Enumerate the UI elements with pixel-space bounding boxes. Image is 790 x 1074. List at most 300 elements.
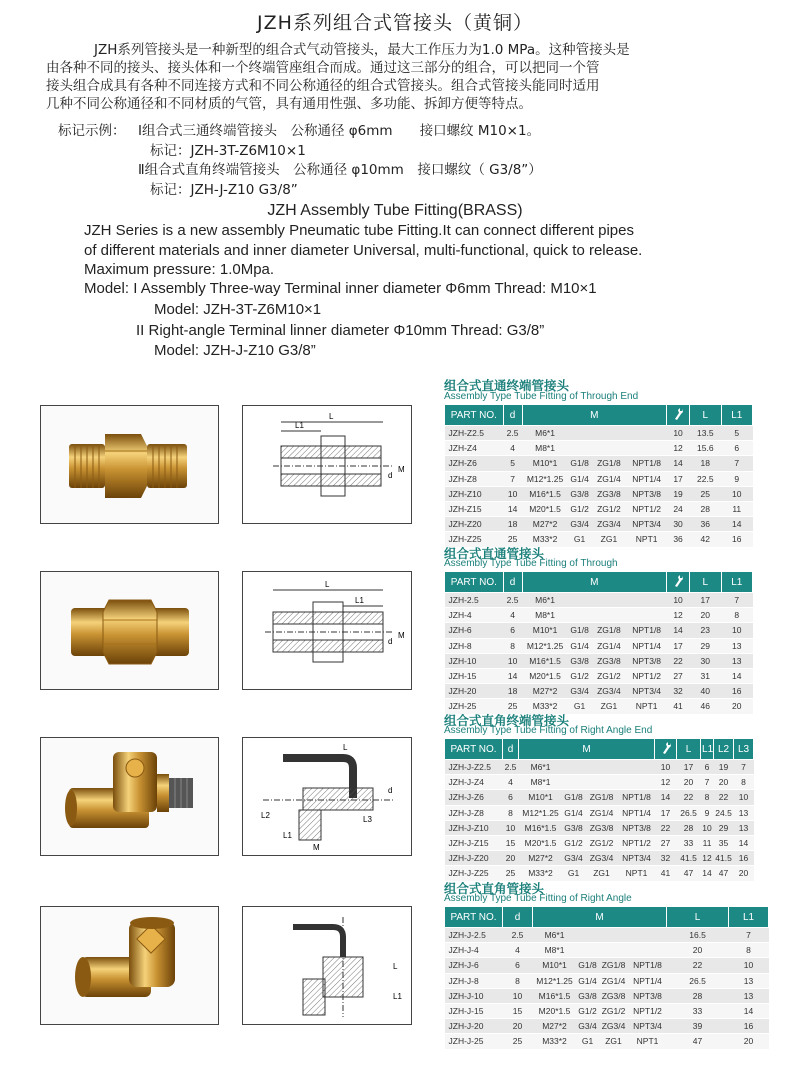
wrench-icon xyxy=(667,405,690,426)
table-cell: M27*2 xyxy=(519,851,563,866)
table-cell: M27*2 xyxy=(533,1019,577,1034)
table-cell: ZG3/4 xyxy=(585,851,619,866)
table-cell: ZG1/4 xyxy=(599,973,629,988)
table-row xyxy=(445,775,754,790)
table-cell: ZG1/2 xyxy=(599,1003,629,1018)
table-cell: 11 xyxy=(701,835,714,850)
table-cell: 30 xyxy=(690,653,721,668)
table-cell: 20 xyxy=(690,608,721,623)
table-cell: ZG3/4 xyxy=(591,517,627,532)
table-cell: 8 xyxy=(503,973,533,988)
table-row xyxy=(445,973,769,988)
right-angle-end-fitting-image xyxy=(41,738,218,855)
table-cell: G1/8 xyxy=(568,456,591,471)
table-row xyxy=(445,653,753,668)
table-cell: 13 xyxy=(721,638,753,653)
table-cell: G1 xyxy=(577,1034,599,1049)
table-cell: 10 xyxy=(729,958,769,973)
table-cell: ZG1 xyxy=(585,866,619,881)
table-cell: 8 xyxy=(503,805,519,820)
table-row xyxy=(445,426,753,441)
table-cell: G1/8 xyxy=(577,958,599,973)
table-cell: NPT1/2 xyxy=(627,501,667,516)
table-cell: NPT1/4 xyxy=(627,638,667,653)
table-cell xyxy=(585,775,619,790)
table-cell: 17 xyxy=(667,638,690,653)
section-title-en: Assembly Type Tube Fitting of Through End xyxy=(444,391,639,402)
table-cell: 9 xyxy=(721,471,753,486)
en-line: Model: JZH-J-Z10 G3/8” xyxy=(154,342,316,359)
table-cell: NPT3/4 xyxy=(629,1019,667,1034)
table-cell: 20 xyxy=(734,866,754,881)
table-cell: 13 xyxy=(721,653,753,668)
section-title-cn: 组合式直通终端管接头 xyxy=(444,378,570,393)
table-cell: 17 xyxy=(655,805,677,820)
table-cell xyxy=(599,928,629,943)
table-cell: 33 xyxy=(677,835,701,850)
table-cell: 17 xyxy=(667,471,690,486)
table-cell xyxy=(591,426,627,441)
table-cell: 29 xyxy=(690,638,721,653)
table-cell: 6 xyxy=(503,958,533,973)
part-number-cell: JZH-25 xyxy=(445,699,504,714)
table-cell xyxy=(627,593,667,608)
part-number-cell: JZH-Z20 xyxy=(445,517,504,532)
table-cell: M12*1.25 xyxy=(533,973,577,988)
table-cell: 20 xyxy=(714,775,734,790)
table-cell: NPT3/4 xyxy=(619,851,655,866)
table-cell: NPT1/4 xyxy=(627,471,667,486)
table-cell: G3/8 xyxy=(577,988,599,1003)
table-cell: 41.5 xyxy=(714,851,734,866)
table-cell: 13.5 xyxy=(690,426,721,441)
part-number-cell: JZH-8 xyxy=(445,638,504,653)
part-number-cell: JZH-J-15 xyxy=(445,1003,503,1018)
table-cell: 20 xyxy=(677,775,701,790)
table-cell: 18 xyxy=(503,684,522,699)
dim-label: L xyxy=(393,962,398,971)
dim-label: L xyxy=(325,580,330,589)
table-row xyxy=(445,820,754,835)
part-number-cell: JZH-J-Z6 xyxy=(445,790,503,805)
table-cell: 10 xyxy=(503,820,519,835)
table-cell: M16*1.5 xyxy=(522,653,568,668)
table-cell xyxy=(568,593,591,608)
table-row xyxy=(445,928,769,943)
table-cell xyxy=(577,928,599,943)
table-cell: M12*1.25 xyxy=(522,638,568,653)
table-cell: 47 xyxy=(714,866,734,881)
page-title: JZH系列组合式管接头（黄铜） xyxy=(257,12,533,34)
table-cell: 7 xyxy=(721,456,753,471)
table-cell: NPT1 xyxy=(619,866,655,881)
table-cell: 18 xyxy=(503,517,522,532)
table-cell: 20 xyxy=(503,1019,533,1034)
table-cell: 20 xyxy=(721,699,753,714)
table-row xyxy=(445,1034,769,1049)
table-cell: NPT1/4 xyxy=(619,805,655,820)
cn-paragraph-line: JZH系列管接头是一种新型的组合式气动管接头，最大工作压力为1.0 MPa。这种管接头是 xyxy=(94,42,630,58)
table-row xyxy=(445,988,769,1003)
part-number-cell: JZH-15 xyxy=(445,668,504,683)
table-cell: 28 xyxy=(667,988,729,1003)
section-title-en: Assembly Type Tube Fitting of Right Angle xyxy=(444,893,632,904)
table-cell: G1/8 xyxy=(568,623,591,638)
table-row xyxy=(445,684,753,699)
table-cell xyxy=(627,608,667,623)
table-cell xyxy=(577,943,599,958)
table-cell: 17 xyxy=(690,593,721,608)
table-cell: G3/4 xyxy=(577,1019,599,1034)
table-cell: NPT3/8 xyxy=(629,988,667,1003)
table-cell: G1/2 xyxy=(563,835,585,850)
table-header: PART NO. xyxy=(445,572,504,593)
table-cell: NPT3/8 xyxy=(619,820,655,835)
table-cell: 10 xyxy=(503,486,522,501)
table-cell: 10 xyxy=(667,426,690,441)
part-number-cell: JZH-J-25 xyxy=(445,1034,503,1049)
table-cell: 14 xyxy=(701,866,714,881)
table-cell: 31 xyxy=(690,668,721,683)
table-cell xyxy=(563,775,585,790)
part-number-cell: JZH-Z10 xyxy=(445,486,504,501)
part-number-cell: JZH-Z15 xyxy=(445,501,504,516)
table-cell: 6 xyxy=(721,441,753,456)
table-cell: G1/4 xyxy=(568,471,591,486)
cn-example-label: 标记示例： xyxy=(58,123,126,139)
dim-label: L xyxy=(329,412,334,421)
table-cell xyxy=(563,760,585,775)
part-number-cell: JZH-Z6 xyxy=(445,456,504,471)
table-cell: ZG1/4 xyxy=(591,471,627,486)
table-cell: 36 xyxy=(667,532,690,547)
table-cell: G3/8 xyxy=(563,820,585,835)
table-cell: 8 xyxy=(734,775,754,790)
table-cell: ZG1/2 xyxy=(591,668,627,683)
table-header: M xyxy=(533,907,667,928)
table-cell: 26.5 xyxy=(667,973,729,988)
en-line: Model: I Assembly Three-way Terminal inner diameter Φ6mm Thread: M10×1 xyxy=(84,280,597,297)
table-cell: 25 xyxy=(503,699,522,714)
table-row xyxy=(445,638,753,653)
spec-table-right-angle-end xyxy=(444,738,754,882)
dim-label: L1 xyxy=(355,596,364,605)
table-cell: 41.5 xyxy=(677,851,701,866)
table-cell: ZG3/8 xyxy=(599,988,629,1003)
table-cell: 25 xyxy=(503,1034,533,1049)
table-cell: ZG1/8 xyxy=(585,790,619,805)
table-cell: 28 xyxy=(690,501,721,516)
table-cell: 14 xyxy=(667,456,690,471)
dim-label: L1 xyxy=(283,831,292,840)
table-cell: ZG3/4 xyxy=(591,684,627,699)
en-title: JZH Assembly Tube Fitting(BRASS) xyxy=(267,202,523,219)
table-cell: M33*2 xyxy=(533,1034,577,1049)
table-header: PART NO. xyxy=(445,739,503,760)
table-cell: 7 xyxy=(503,471,522,486)
table-cell: M33*2 xyxy=(519,866,563,881)
table-cell: M27*2 xyxy=(522,517,568,532)
table-row xyxy=(445,790,754,805)
table-cell: ZG1/2 xyxy=(585,835,619,850)
table-row xyxy=(445,608,753,623)
table-row xyxy=(445,805,754,820)
product-photo-right-angle xyxy=(40,906,219,1025)
cn-paragraph-line: 接头组合成具有各种不同连接方式和不同公称通径的组合式管接头。组合式管接头能同时适用 xyxy=(46,78,600,94)
table-cell: 10 xyxy=(721,486,753,501)
table-cell: 16 xyxy=(721,532,753,547)
table-cell: 13 xyxy=(734,805,754,820)
table-cell: NPT3/8 xyxy=(627,653,667,668)
table-cell: 12 xyxy=(655,775,677,790)
table-cell: 20 xyxy=(729,1034,769,1049)
table-row xyxy=(445,486,753,501)
table-cell: 26.5 xyxy=(677,805,701,820)
table-header: L xyxy=(690,405,721,426)
table-cell: NPT1/8 xyxy=(629,958,667,973)
table-row xyxy=(445,851,754,866)
table-cell: NPT1 xyxy=(627,532,667,547)
table-cell: ZG3/8 xyxy=(591,486,627,501)
en-line: of different materials and inner diameter Universal, multi-functional, quick to release. xyxy=(84,242,643,259)
table-cell: 19 xyxy=(714,760,734,775)
table-row xyxy=(445,1003,769,1018)
table-cell: 15.6 xyxy=(690,441,721,456)
part-number-cell: JZH-J-Z15 xyxy=(445,835,503,850)
table-cell: ZG1/8 xyxy=(591,623,627,638)
technical-drawing-right-angle xyxy=(242,906,412,1025)
table-row xyxy=(445,593,753,608)
part-number-cell: JZH-J-4 xyxy=(445,943,503,958)
table-cell: M12*1.25 xyxy=(522,471,568,486)
table-cell: 20 xyxy=(503,851,519,866)
table-cell xyxy=(599,943,629,958)
table-row xyxy=(445,471,753,486)
table-header: d xyxy=(503,907,533,928)
table-cell: NPT3/4 xyxy=(627,517,667,532)
table-row xyxy=(445,943,769,958)
table-cell: 27 xyxy=(667,668,690,683)
table-cell: 6 xyxy=(503,790,519,805)
table-cell: 16 xyxy=(734,851,754,866)
table-cell: NPT3/4 xyxy=(627,684,667,699)
wrench-icon xyxy=(667,572,690,593)
table-cell: M20*1.5 xyxy=(522,501,568,516)
table-header: L xyxy=(690,572,721,593)
part-number-cell: JZH-J-Z4 xyxy=(445,775,503,790)
table-cell: M12*1.25 xyxy=(519,805,563,820)
table-header: d xyxy=(503,572,522,593)
table-cell: 17 xyxy=(677,760,701,775)
table-cell: 42 xyxy=(690,532,721,547)
table-cell: 18 xyxy=(690,456,721,471)
table-cell: 4 xyxy=(503,441,522,456)
table-cell: 2.5 xyxy=(503,426,522,441)
table-cell: M6*1 xyxy=(533,928,577,943)
table-cell: 13 xyxy=(729,973,769,988)
table-cell: 14 xyxy=(503,668,522,683)
dim-label: d xyxy=(388,471,393,480)
part-number-cell: JZH-J-Z8 xyxy=(445,805,503,820)
table-header: L1 xyxy=(721,572,753,593)
table-cell: M8*1 xyxy=(522,608,568,623)
wrench-icon xyxy=(655,739,677,760)
table-cell: 22 xyxy=(655,820,677,835)
table-row xyxy=(445,760,754,775)
table-row xyxy=(445,456,753,471)
table-cell: G1/4 xyxy=(568,638,591,653)
table-header: L xyxy=(667,907,729,928)
table-cell: G1/8 xyxy=(563,790,585,805)
table-cell: 14 xyxy=(729,1003,769,1018)
technical-drawing-right-angle-end xyxy=(242,737,412,856)
table-cell: NPT1/2 xyxy=(627,668,667,683)
table-header: L xyxy=(677,739,701,760)
table-row xyxy=(445,623,753,638)
table-header: d xyxy=(503,739,519,760)
table-cell: NPT1/4 xyxy=(629,973,667,988)
table-cell: 41 xyxy=(667,699,690,714)
table-cell xyxy=(627,426,667,441)
table-cell: ZG1 xyxy=(591,699,627,714)
cn-example-mark: 标记：JZH-3T-Z6M10×1 xyxy=(150,143,306,159)
table-cell: ZG1/8 xyxy=(591,456,627,471)
table-cell: G1 xyxy=(568,699,591,714)
table-cell: G3/4 xyxy=(568,517,591,532)
section-title-en: Assembly Type Tube Fitting of Right Angle End xyxy=(444,725,653,736)
table-row xyxy=(445,1019,769,1034)
table-cell: 2.5 xyxy=(503,760,519,775)
product-photo-right-angle-end xyxy=(40,737,219,856)
table-header: L2 xyxy=(714,739,734,760)
table-cell: 15 xyxy=(503,1003,533,1018)
table-cell xyxy=(585,760,619,775)
table-cell: NPT1/8 xyxy=(627,623,667,638)
table-header: M xyxy=(522,405,667,426)
table-cell: 8 xyxy=(729,943,769,958)
table-cell: 35 xyxy=(714,835,734,850)
spec-table-through xyxy=(444,571,753,715)
table-cell: 22.5 xyxy=(690,471,721,486)
table-cell: 14 xyxy=(667,623,690,638)
table-cell: 13 xyxy=(734,820,754,835)
table-cell: 5 xyxy=(503,456,522,471)
table-cell: 25 xyxy=(503,532,522,547)
table-cell xyxy=(568,441,591,456)
table-cell: 9 xyxy=(701,805,714,820)
table-cell: 24.5 xyxy=(714,805,734,820)
table-cell: 24 xyxy=(667,501,690,516)
part-number-cell: JZH-Z25 xyxy=(445,532,504,547)
table-cell: 19 xyxy=(667,486,690,501)
table-cell: G3/8 xyxy=(568,653,591,668)
table-cell: 32 xyxy=(667,684,690,699)
part-number-cell: JZH-Z2.5 xyxy=(445,426,504,441)
section-title-cn: 组合式直角终端管接头 xyxy=(444,713,570,728)
table-cell xyxy=(629,928,667,943)
dim-label: L xyxy=(343,743,348,752)
part-number-cell: JZH-J-Z25 xyxy=(445,866,503,881)
spec-table-right-angle xyxy=(444,906,769,1050)
part-number-cell: JZH-4 xyxy=(445,608,504,623)
table-cell: 14 xyxy=(503,501,522,516)
table-cell: G1/4 xyxy=(577,973,599,988)
table-cell: 7 xyxy=(729,928,769,943)
part-number-cell: JZH-10 xyxy=(445,653,504,668)
table-row xyxy=(445,958,769,973)
table-row xyxy=(445,668,753,683)
right-angle-fitting-image xyxy=(41,907,218,1024)
table-cell: 8 xyxy=(721,608,753,623)
table-cell: 10 xyxy=(667,593,690,608)
table-header: d xyxy=(503,405,522,426)
table-cell: M27*2 xyxy=(522,684,568,699)
technical-drawing-through-end xyxy=(242,405,412,524)
table-cell: NPT1 xyxy=(627,699,667,714)
table-cell xyxy=(591,593,627,608)
part-number-cell: JZH-Z4 xyxy=(445,441,504,456)
table-cell: ZG1/2 xyxy=(591,501,627,516)
table-cell: 4 xyxy=(503,608,522,623)
table-cell: 29 xyxy=(714,820,734,835)
table-cell: 16.5 xyxy=(667,928,729,943)
section-title-cn: 组合式直通管接头 xyxy=(444,546,545,561)
table-cell: M10*1 xyxy=(522,623,568,638)
part-number-cell: JZH-2.5 xyxy=(445,593,504,608)
table-cell xyxy=(629,943,667,958)
table-cell: NPT1 xyxy=(629,1034,667,1049)
table-cell: 10 xyxy=(503,653,522,668)
technical-drawing-through xyxy=(242,571,412,690)
table-cell: 32 xyxy=(655,851,677,866)
product-photo-through-end xyxy=(40,405,219,524)
table-cell: M6*1 xyxy=(522,593,568,608)
table-row xyxy=(445,517,753,532)
product-photo-through xyxy=(40,571,219,690)
part-number-cell: JZH-J-6 xyxy=(445,958,503,973)
table-cell: G1 xyxy=(568,532,591,547)
table-cell: G3/4 xyxy=(568,684,591,699)
table-cell: 7 xyxy=(734,760,754,775)
dim-label: M xyxy=(313,843,320,852)
cn-example-line: Ⅱ组合式直角终端管接头 公称通径 φ10mm 接口螺纹（ G3/8”） xyxy=(138,162,542,178)
table-cell: M8*1 xyxy=(522,441,568,456)
en-line: Maximum pressure: 1.0Mpa. xyxy=(84,261,275,278)
table-cell: 33 xyxy=(667,1003,729,1018)
table-cell: G1/4 xyxy=(563,805,585,820)
table-cell: 5 xyxy=(721,426,753,441)
table-cell: M10*1 xyxy=(522,456,568,471)
table-cell: ZG1 xyxy=(599,1034,629,1049)
through-end-fitting-image xyxy=(41,406,218,523)
table-header: M xyxy=(519,739,655,760)
en-line: II Right-angle Terminal linner diameter Φ10mm Thread: G3/8” xyxy=(136,322,545,339)
table-row xyxy=(445,441,753,456)
table-cell: 6 xyxy=(503,623,522,638)
table-cell xyxy=(627,441,667,456)
table-cell: G3/8 xyxy=(568,486,591,501)
part-number-cell: JZH-20 xyxy=(445,684,504,699)
table-cell: 10 xyxy=(503,988,533,1003)
table-cell: M10*1 xyxy=(519,790,563,805)
table-cell: M33*2 xyxy=(522,699,568,714)
table-cell: 8 xyxy=(503,638,522,653)
table-cell: 14 xyxy=(655,790,677,805)
table-cell: G1/2 xyxy=(568,501,591,516)
table-cell: ZG3/8 xyxy=(591,653,627,668)
table-cell: 46 xyxy=(690,699,721,714)
table-cell xyxy=(568,608,591,623)
